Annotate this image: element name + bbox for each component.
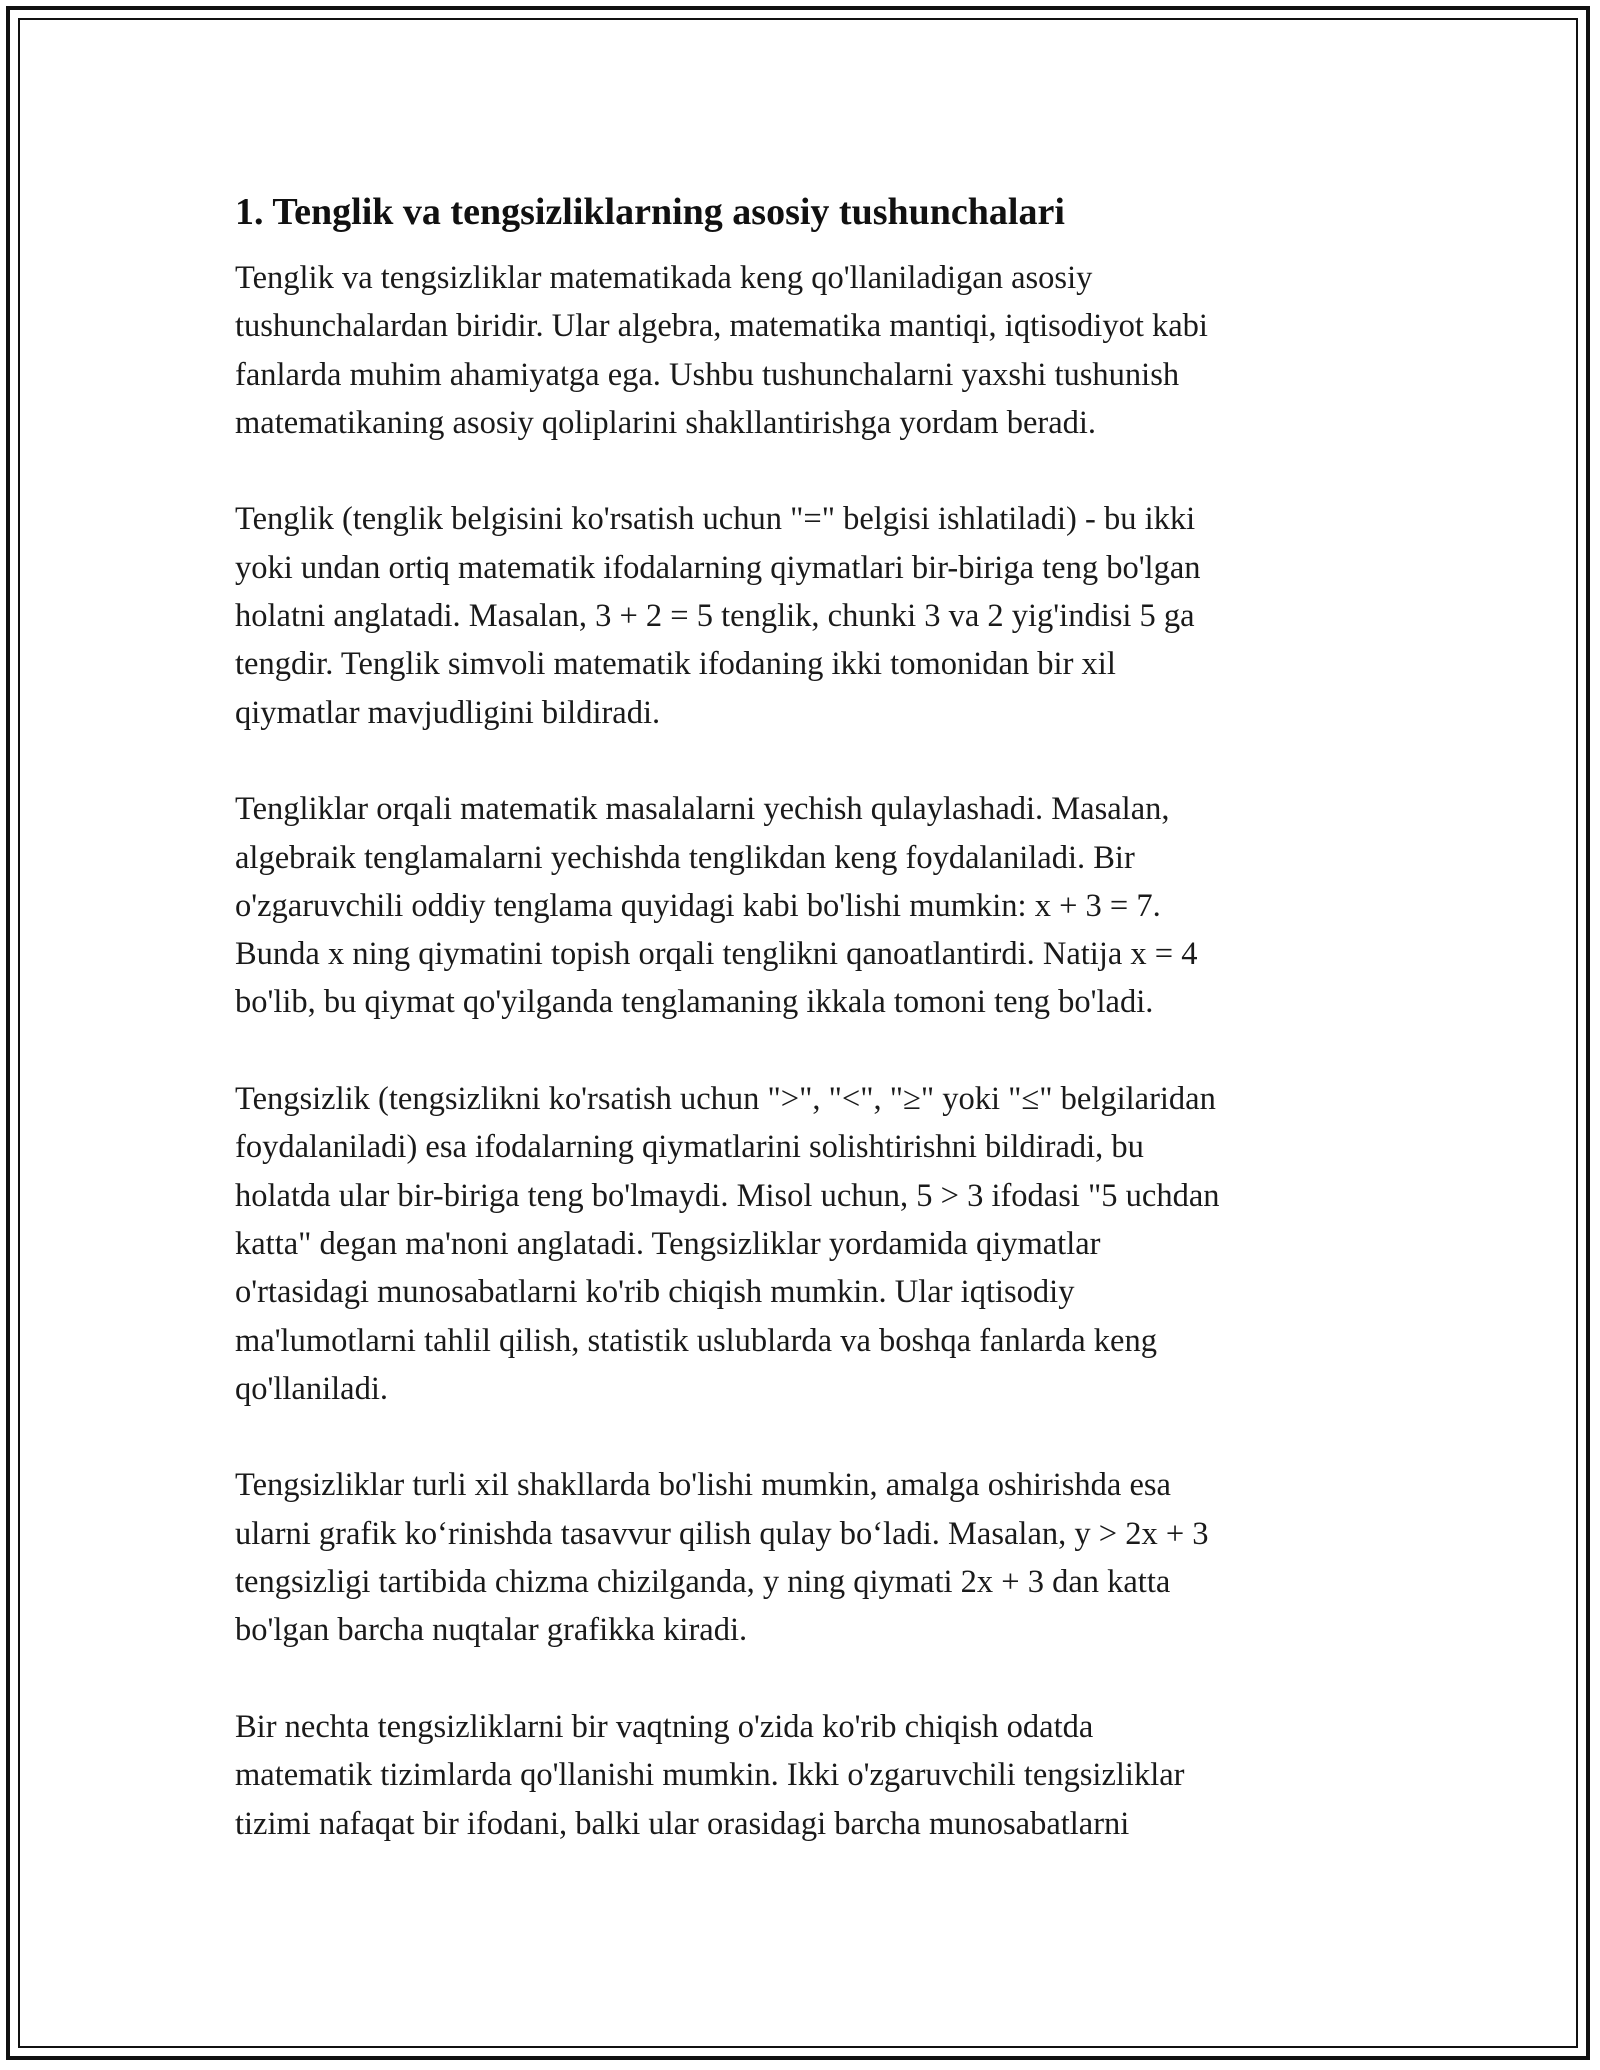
paragraph-equality: Tenglik (tenglik belgisini ko'rsatish uchun "=" belgisi ishlatiladi) - bu ikki yoki undan ortiq matematik ifodalarning qiymatlari bir-biriga teng bo'lgan holatni anglatadi. Masalan, 3 + 2 = 5 tenglik, chunki 3 va 2 yig'indisi 5 ga tengdir. Tenglik simvoli matematik ifodaning ikki tomonidan bir xil qiymatlar mavjudligini bildiradi.	[235, 501, 1201, 731]
section-title: 1. Tenglik va tengsizliklarning asosiy tushunchalari	[235, 191, 1065, 233]
paragraph-graphing: Tengsizliklar turli xil shakllarda bo'lishi mumkin, amalga oshirishda esa ularni grafik ko‘rinishda tasavvur qilish qulay bo‘ladi. Masalan, y > 2x + 3 tengsizligi tartibida chizma chizilganda, y ning qiymati 2x + 3 dan katta bo'lgan barcha nuqtalar grafikka kiradi.	[235, 1467, 1209, 1649]
document-body	[235, 188, 1365, 1896]
paragraph-systems: Bir nechta tengsizliklarni bir vaqtning o'zida ko'rib chiqish odatda matematik tizimlarda qo'llanishi mumkin. Ikki o'zgaruvchili tengsizliklar tizimi nafaqat bir ifodani, balki ular orasidagi barcha munosabatlarni	[235, 1708, 1185, 1842]
paragraph-inequality: Tengsizlik (tengsizlikni ko'rsatish uchun ">", "<", "≥" yoki "≤" belgilaridan foydalaniladi) esa ifodalarning qiymatlarini solishtirishni bildiradi, bu holatda ular bir-biriga teng bo'lmaydi. Misol uchun, 5 > 3 ifodasi "5 uchdan katta" degan ma'noni anglatadi. Tengsizliklar yordamida qiymatlar o'rtasidagi munosabatlarni ko'rib chiqish mumkin. Ular iqtisodiy ma'lumotlarni tahlil qilish, statistik uslublarda va boshqa fanlarda keng qo'llaniladi.	[235, 1081, 1220, 1407]
paragraph-equations: Tengliklar orqali matematik masalalarni yechish qulaylashadi. Masalan, algebraik tenglamalarni yechishda tenglikdan keng foydalaniladi. Bir o'zgaruvchili oddiy tenglama quyidagi kabi bo'lishi mumkin: x + 3 = 7. Bunda x ning qiymatini topish orqali tenglikni qanoatlantirdi. Natija x = 4 bo'lib, bu qiymat qo'yilganda tenglamaning ikkala tomoni teng bo'ladi.	[235, 791, 1198, 1021]
paragraph-intro: Tenglik va tengsizliklar matematikada keng qo'llaniladigan asosiy tushunchalardan biridir. Ular algebra, matematika mantiqi, iqtisodiyot kabi fanlarda muhim ahamiyatga ega. Ushbu tushunchalarni yaxshi tushunish matematikaning asosiy qoliplarini shakllantirishga yordam beradi.	[235, 260, 1208, 441]
